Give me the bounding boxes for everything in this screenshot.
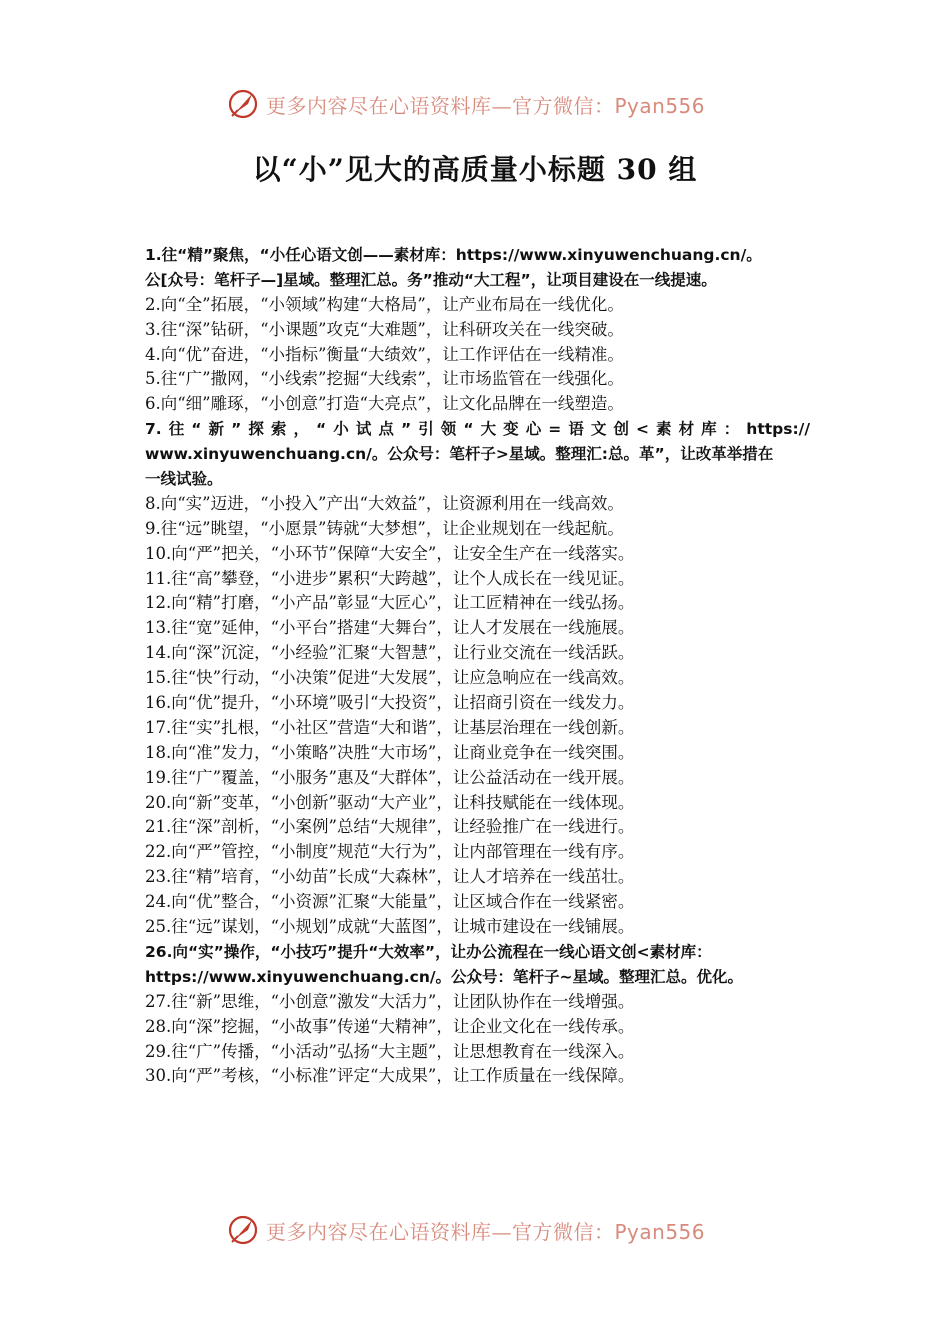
text-line: www.xinyuwenchuang.cn/。公众号：笔杆子>星域。整理汇:总。革”，让改革举措在: [145, 445, 774, 464]
text-line: 2.向“全”拓展，“小领域”构建“大格局”，让产业布局在一线优化。: [145, 294, 624, 314]
text-line: 3.往“深”钻研，“小课题”攻克“大难题”，让科研攻关在一线突破。: [145, 319, 624, 339]
text-line: 28.向“深”挖掘，“小故事”传递“大精神”，让企业文化在一线传承。: [145, 1016, 635, 1036]
text-line: 10.向“严”把关，“小环节”保障“大安全”，让安全生产在一线落实。: [145, 543, 635, 563]
text-line: 公[众号：笔杆子—]星域。整理汇总。务”推动“大工程”，让项目建设在一线提速。: [145, 270, 717, 289]
text-line: https://www.xinyuwenchuang.cn/。公众号：笔杆子~星域。整理汇总。优化。: [145, 967, 744, 986]
text-line: 7.往“新”探索，“小试点”引领“大变心=语文创<素材库：https://: [145, 420, 810, 439]
text-line: 19.往“广”覆盖，“小服务”惠及“大群体”，让公益活动在一线开展。: [145, 767, 635, 787]
text-line: 20.向“新”变革，“小创新”驱动“大产业”，让科技赋能在一线体现。: [145, 792, 635, 812]
text-line: 27.往“新”思维，“小创意”激发“大活力”，让团队协作在一线增强。: [145, 991, 635, 1011]
text-line: 24.向“优”整合，“小资源”汇聚“大能量”，让区域合作在一线紧密。: [145, 892, 635, 912]
banner-account: Pyan556: [614, 93, 706, 118]
banner-account: Pyan556: [614, 1219, 706, 1244]
body-text: [145, 243, 810, 1089]
banner-text: 更多内容尽在心语资料库—官方微信：Pyan556: [266, 1219, 706, 1244]
text-line: 13.往“宽”延伸，“小平台”搭建“大舞台”，让人才发展在一线施展。: [145, 618, 635, 638]
footer-banner: [226, 1210, 705, 1250]
text-line: 一线试验。: [145, 470, 223, 489]
text-line: 12.向“精”打磨，“小产品”彰显“大匠心”，让工匠精神在一线弘扬。: [145, 593, 635, 613]
text-line: 25.往“远”谋划，“小规划”成就“大蓝图”，让城市建设在一线铺展。: [145, 917, 635, 937]
text-line: 21.往“深”剖析，“小案例”总结“大规律”，让经验推广在一线进行。: [145, 817, 635, 837]
text-line: 26.向“实”操作，“小技巧”提升“大效率”，让办公流程在一线心语文创<素材库：: [145, 942, 712, 961]
text-line: 4.向“优”奋进，“小指标”衡量“大绩效”，让工作评估在一线精准。: [145, 344, 624, 364]
text-line: 30.向“严”考核，“小标准”评定“大成果”，让工作质量在一线保障。: [145, 1066, 635, 1086]
text-line: 1.往“精”聚焦，“小任心语文创——素材库：https://www.xinyuwenchuang.cn/。: [145, 246, 762, 264]
quill-logo-icon: [226, 1213, 260, 1247]
text-line: 29.往“广”传播，“小活动”弘扬“大主题”，让思想教育在一线深入。: [145, 1041, 635, 1061]
quill-logo-icon: [226, 87, 260, 121]
text-line: 8.向“实”迈进，“小投入”产出“大效益”，让资源利用在一线高效。: [145, 493, 624, 513]
text-line: 5.往“广”撒网，“小线索”挖掘“大线索”，让市场监管在一线强化。: [145, 369, 624, 389]
text-line: 23.往“精”培育，“小幼苗”长成“大森林”，让人才培养在一线茁壮。: [145, 867, 635, 887]
text-line: 14.向“深”沉淀，“小经验”汇聚“大智慧”，让行业交流在一线活跃。: [145, 643, 635, 663]
text-line: 6.向“细”雕琢，“小创意”打造“大亮点”，让文化品牌在一线塑造。: [145, 394, 624, 414]
text-line: 18.向“准”发力，“小策略”决胜“大市场”，让商业竞争在一线突围。: [145, 742, 635, 762]
text-line: 15.往“快”行动，“小决策”促进“大发展”，让应急响应在一线高效。: [145, 668, 635, 688]
banner-text: 更多内容尽在心语资料库—官方微信：Pyan556: [266, 93, 706, 118]
text-line: 17.往“实”扎根，“小社区”营造“大和谐”，让基层治理在一线创新。: [145, 717, 635, 737]
text-line: 9.往“远”眺望，“小愿景”铸就“大梦想”，让企业规划在一线起航。: [145, 518, 624, 538]
header-banner: [226, 84, 705, 124]
text-line: 16.向“优”提升，“小环境”吸引“大投资”，让招商引资在一线发力。: [145, 693, 635, 713]
page-title: 以“小”见大的高质量小标题 30 组: [252, 153, 698, 186]
text-line: 11.往“高”攀登，“小进步”累积“大跨越”，让个人成长在一线见证。: [145, 568, 635, 588]
text-line: 22.向“严”管控，“小制度”规范“大行为”，让内部管理在一线有序。: [145, 842, 635, 862]
